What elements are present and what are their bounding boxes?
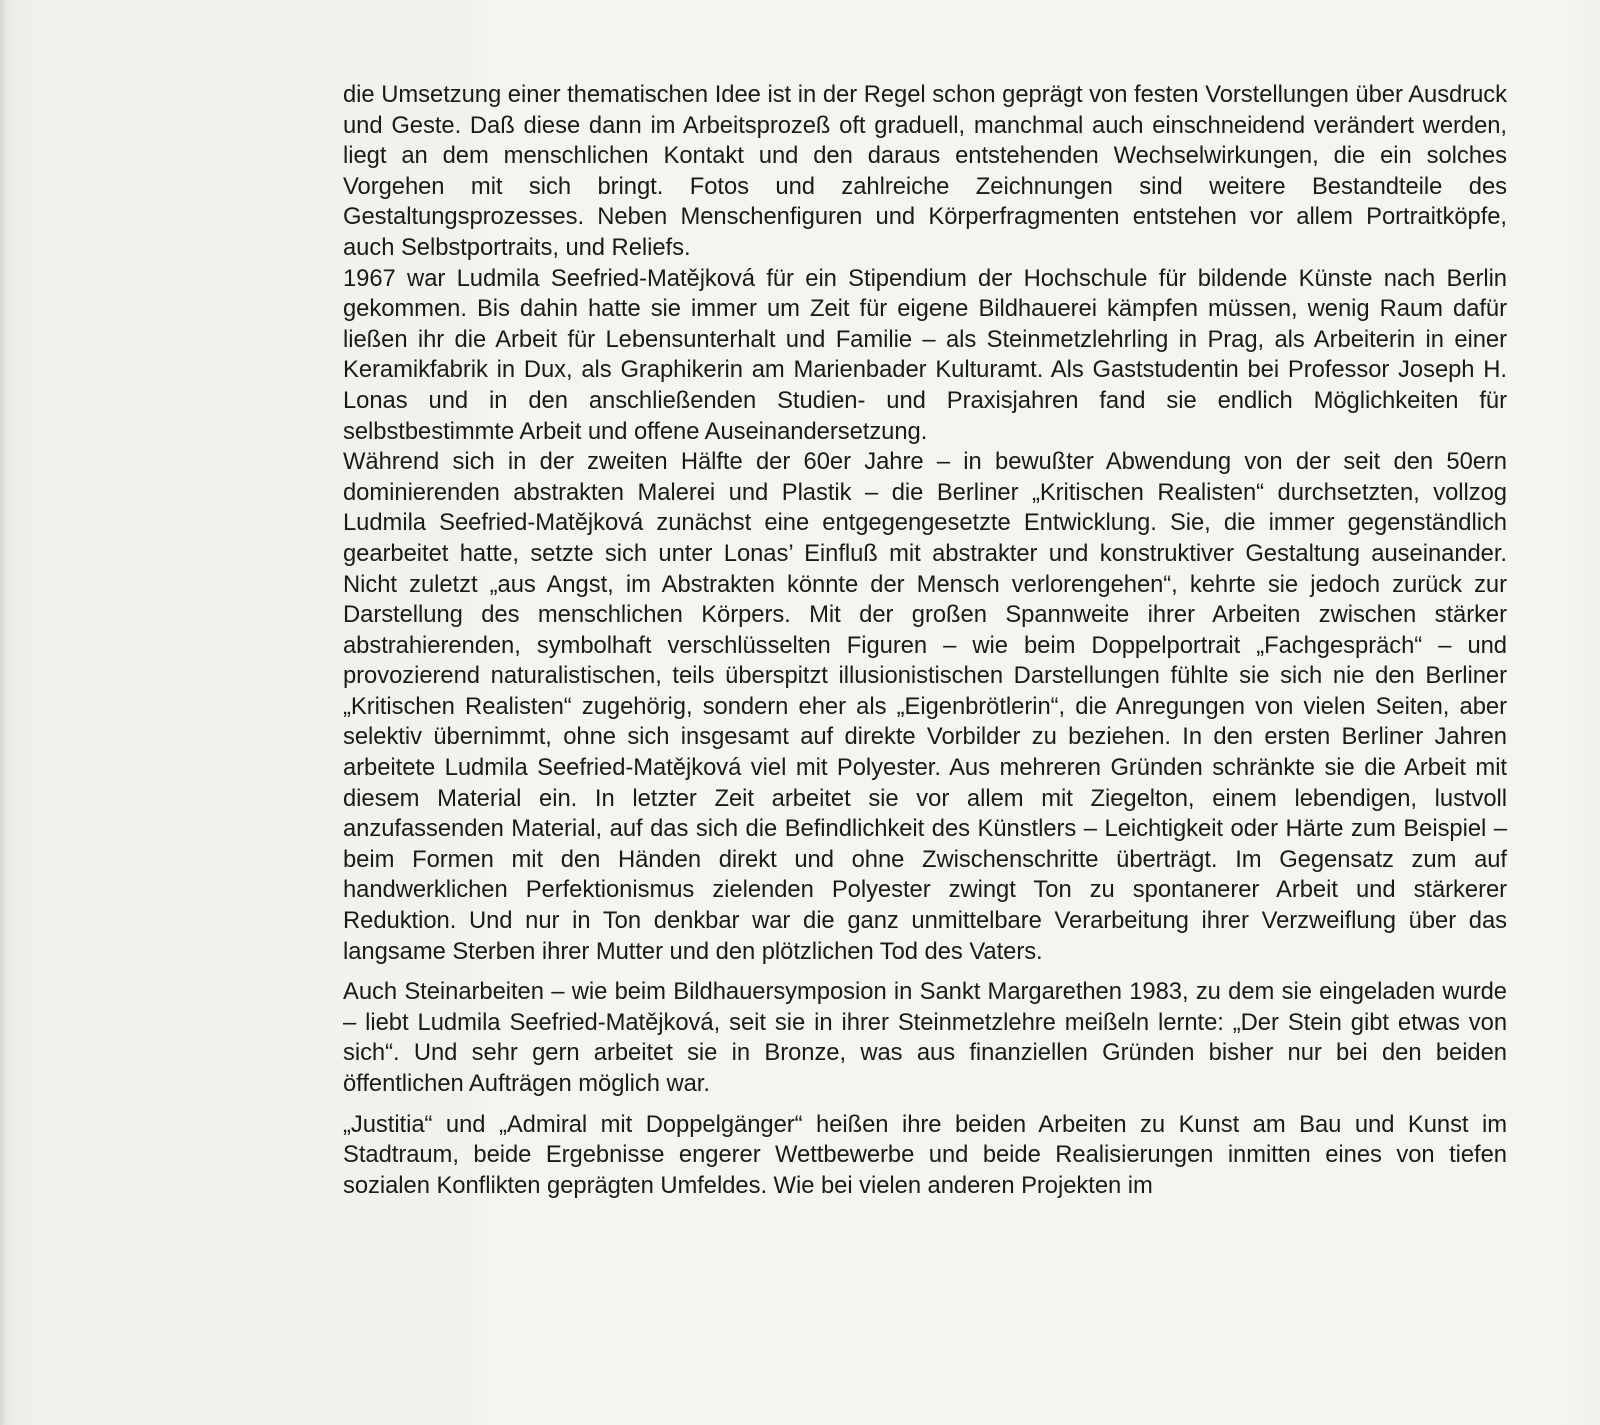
- paragraph-4: Auch Steinarbeiten – wie beim Bildhauersymposion in Sankt Margarethen 1983, zu dem sie eingeladen wurde – liebt Ludmila Seefried-Matějková, seit sie in ihrer Steinmetzlehre meißeln lernte: „Der Stein gibt etwas von sich“. Und sehr gern arbeitet sie in Bronze, was aus finanziellen Gründen bisher nur bei den beiden öffentlichen Aufträgen möglich war.: [343, 978, 1507, 1097]
- paragraph-1: die Umsetzung einer thematischen Idee ist in der Regel schon geprägt von festen Vorstellungen über Ausdruck und Geste. Daß diese dann im Arbeitsprozeß oft graduell, manchmal auch einschneidend verändert werden, liegt an dem menschlichen Kontakt und den daraus entstehenden Wechselwirkungen, die ein solches Vorgehen mit sich bringt. Fotos und zahlreiche Zeichnungen sind weitere Bestandteile des Gestaltungsprozesses. Neben Menschenfiguren und Körperfragmenten entstehen vor allem Portraitköpfe, auch Selbstportraits, und Reliefs.: [343, 81, 1507, 261]
- paragraph-2: 1967 war Ludmila Seefried-Matějková für ein Stipendium der Hochschule für bildende Künste nach Berlin gekommen. Bis dahin hatte sie immer um Zeit für eigene Bildhauerei kämpfen müssen, wenig Raum dafür ließen ihr die Arbeit für Lebensunterhalt und Familie – als Steinmetzlehrling in Prag, als Arbeiterin in einer Keramikfabrik in Dux, als Graphikerin am Marienbader Kulturamt. Als Gaststudentin bei Professor Joseph H. Lonas und in den anschließenden Studien- und Praxisjahren fand sie endlich Möglichkeiten für selbstbestimmte Arbeit und offene Auseinandersetzung.: [343, 264, 1507, 445]
- paragraph-3: Während sich in der zweiten Hälfte der 60er Jahre – in bewußter Abwendung von der seit den 50ern dominierenden abstrakten Malerei und Plastik – die Berliner „Kritischen Realisten“ durchsetzten, vollzog Ludmila Seefried-Matějková zunächst eine entgegengesetzte Entwicklung. Sie, die immer gegenständlich gearbeitet hatte, setzte sich unter Lonas’ Einfluß mit abstrakter und konstruktiver Gestaltung auseinander. Nicht zuletzt „aus Angst, im Abstrakten könnte der Mensch verlorengehen“, kehrte sie jedoch zurück zur Darstellung des menschlichen Körpers. Mit der großen Spannweite ihrer Arbeiten zwischen stärker abstrahierenden, symbolhaft verschlüsselten Figuren – wie beim Doppelportrait „Fachgespräch“ – und provozierend naturalistischen, teils überspitzt illusionistischen Darstellungen fühlte sie sich nie den Berliner „Kritischen Realisten“ zugehörig, sondern eher als „Eigenbrötlerin“, die Anregungen von vielen Seiten, aber selektiv übernimmt, ohne sich insgesamt auf direkte Vorbilder zu beziehen. In den ersten Berliner Jahren arbeitete Ludmila Seefried-Matějková viel mit Polyester. Aus mehreren Gründen schränkte sie die Arbeit mit diesem Material ein. In letzter Zeit arbeitet sie vor allem mit Ziegelton, einem lebendigen, lustvoll anzufassenden Material, auf das sich die Befindlichkeit des Künstlers – Leichtigkeit oder Härte zum Beispiel – beim Formen mit den Händen direkt und ohne Zwischenschritte überträgt. Im Gegensatz zum auf handwerklichen Perfektionismus zielenden Polyester zwingt Ton zu spontanerer Arbeit und stärkerer Reduktion. Und nur in Ton denkbar war die ganz unmittelbare Verarbeitung ihrer Verzweiflung über das langsame Sterben ihrer Mutter und den plötzlichen Tod des Vaters.: [343, 448, 1507, 965]
- body-text-column: [343, 80, 1507, 1201]
- paragraph-5: „Justitia“ und „Admiral mit Doppelgänger“ heißen ihre beiden Arbeiten zu Kunst am Bau und Kunst im Stadtraum, beide Ergebnisse engerer Wettbewerbe und beide Realisierungen inmitten eines von tiefen sozialen Konflikten geprägten Umfeldes. Wie bei vielen anderen Projekten im: [343, 1110, 1507, 1199]
- page-binding-shadow: [0, 0, 6, 1425]
